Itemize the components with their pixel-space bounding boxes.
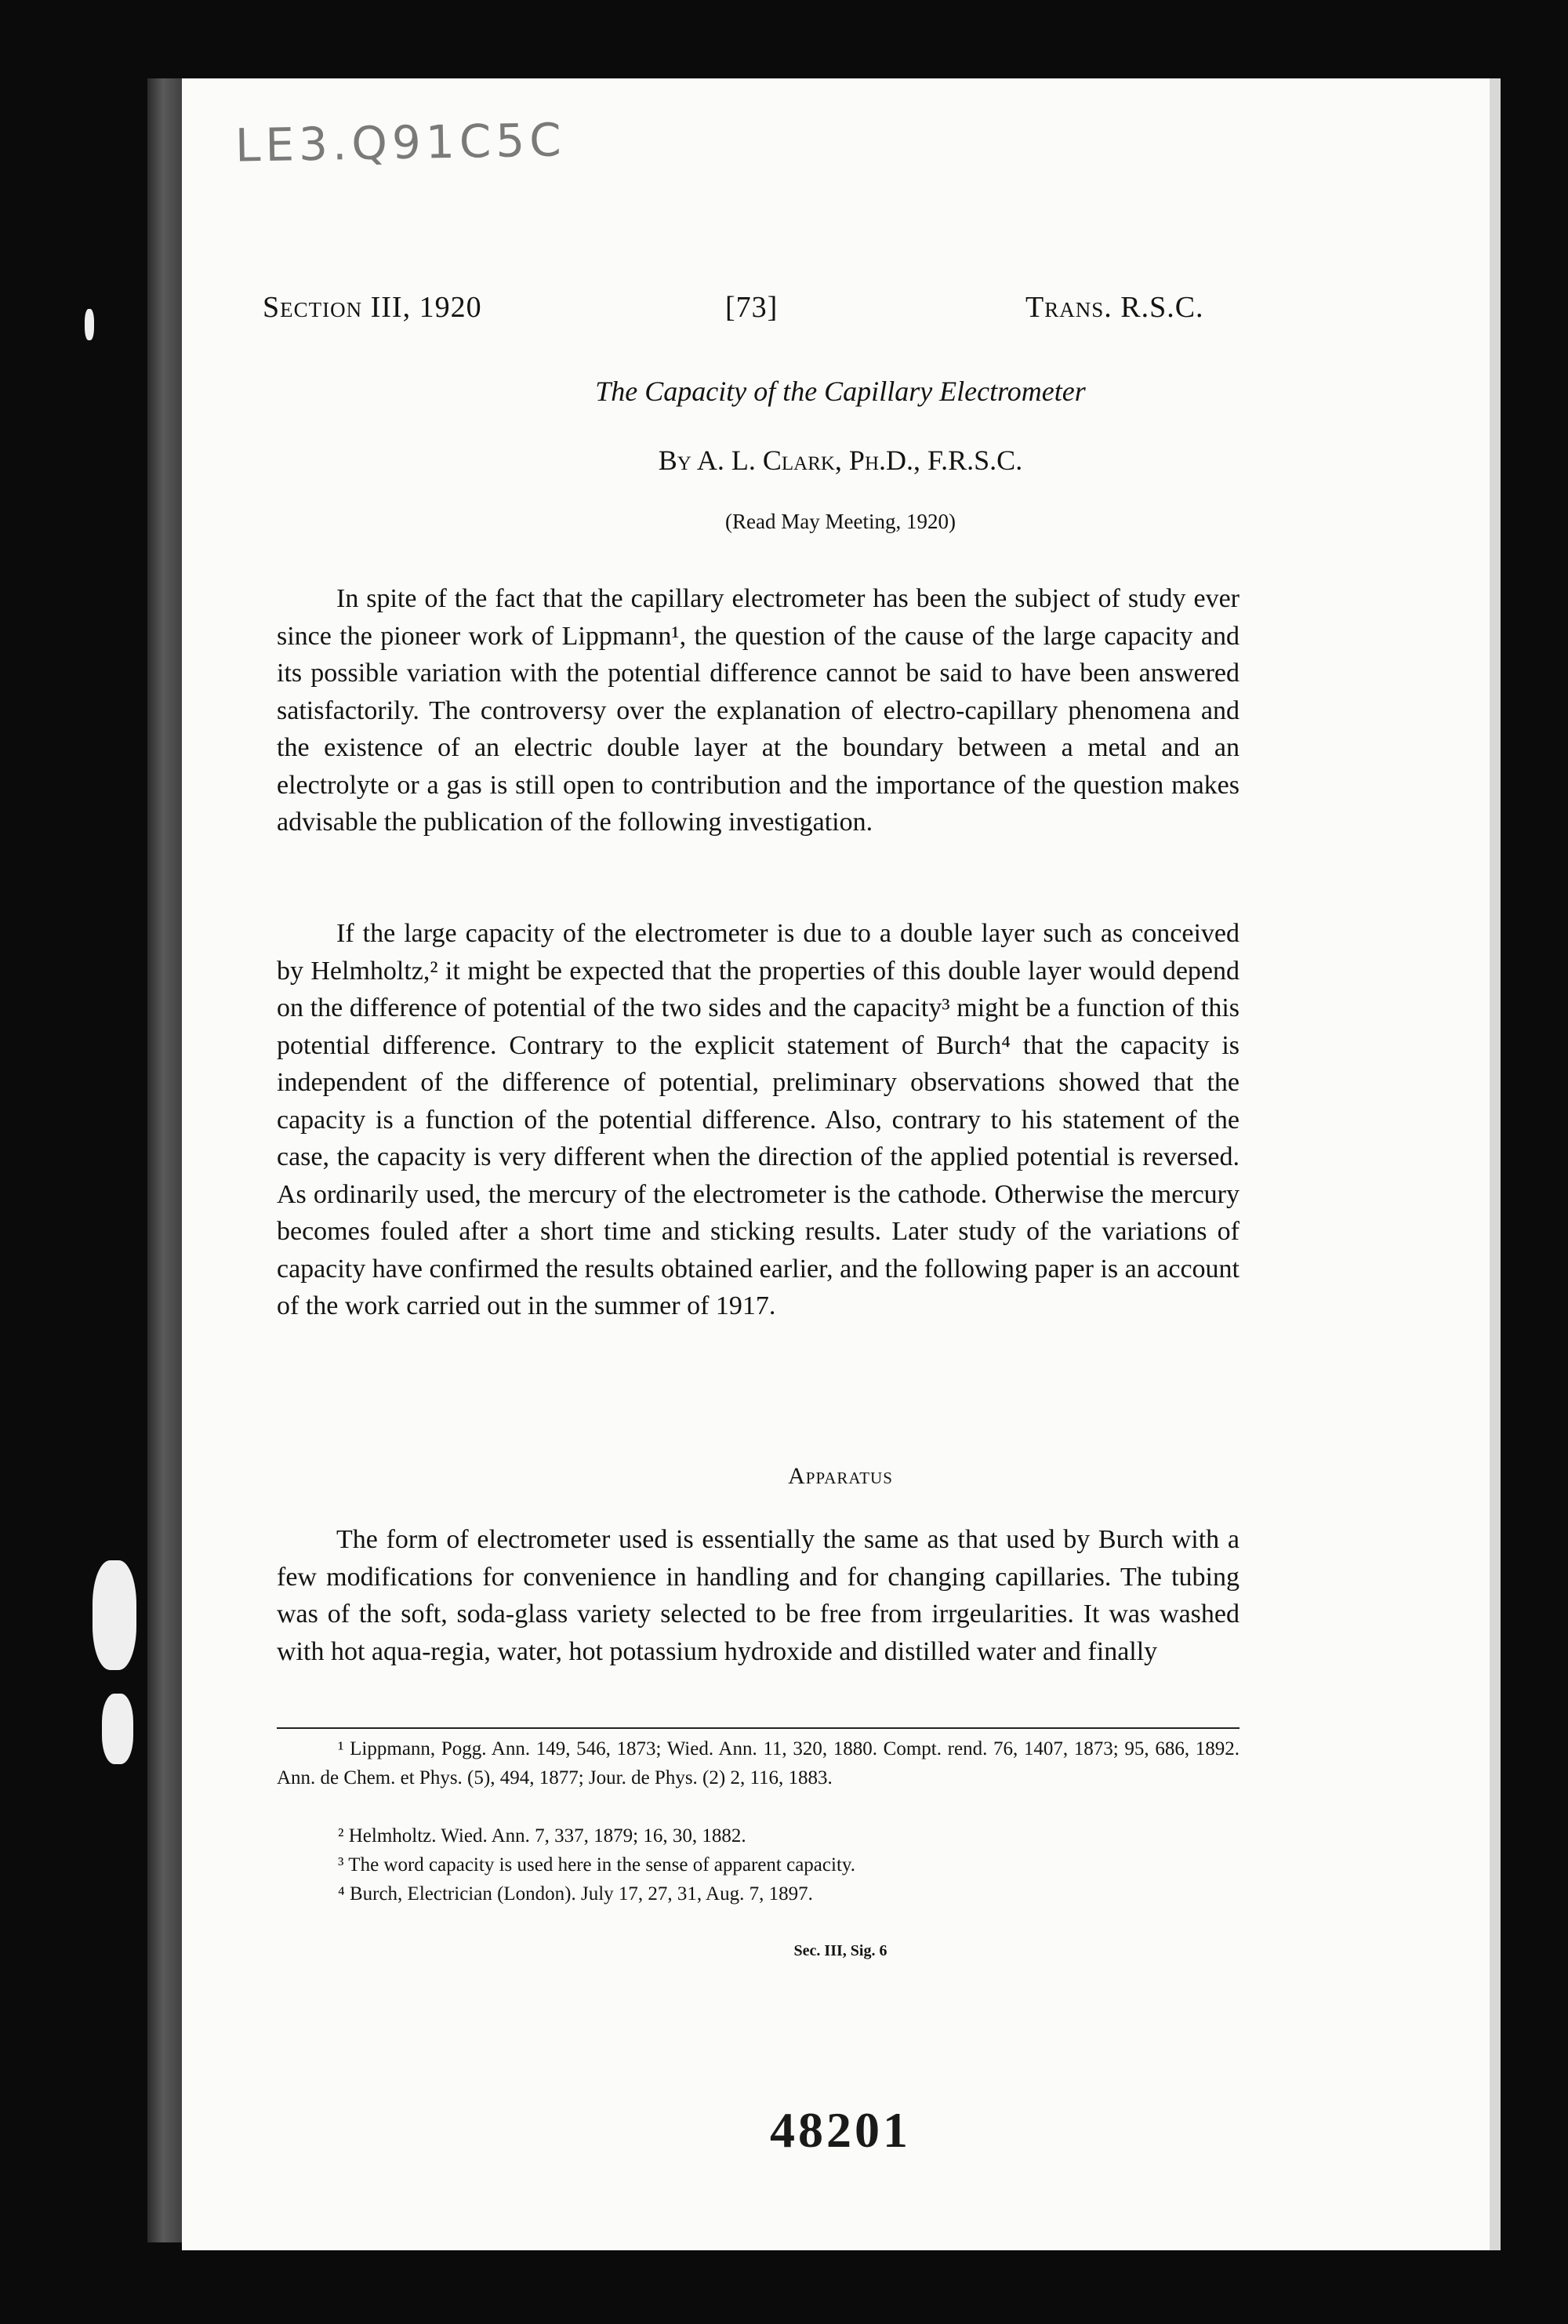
- accession-stamp: 48201: [770, 2102, 911, 2158]
- footnote-2: ² Helmholtz. Wied. Ann. 7, 337, 1879; 16, 30, 1882.: [338, 1825, 746, 1846]
- running-header-section: Section III, 1920: [263, 291, 482, 324]
- body-paragraph-2: If the large capacity of the electrometer is due to a double layer such as conceived by Helmholtz,² it might be expected that the properties of this double layer would depend on the difference of potential of the two sides and the capacity³ might be a function of this potential difference. Contrary to the explicit statement of Burch⁴ that the capacity is independent of the difference of potential, preliminary observations showed that the capacity is a function of the potential difference. Also, contrary to his statement of the case, the capacity is very different when the direction of the applied potential is reversed. As ordinarily used, the mercury of the electrometer is the cathode. Otherwise the mercury becomes fouled after a short time and sticking results. Later study of the variations of capacity have confirmed the results obtained earlier, and the following paper is an account of the work carried out in the summer of 1917.: [277, 919, 1240, 1320]
- footnote-4: ⁴ Burch, Electrician (London). July 17, 27, 31, Aug. 7, 1897.: [338, 1883, 813, 1905]
- paper-flake: [85, 309, 94, 340]
- read-note: (Read May Meeting, 1920): [725, 510, 956, 533]
- body-paragraph-1: In spite of the fact that the capillary electrometer has been the subject of study ever since the pioneer work of Lippmann¹, the question of the cause of the large capacity and its possible variation with the potential difference cannot be said to have been answered satisfactorily. The controversy over the explanation of electro-capillary phenomena and the existence of an electric double layer at the boundary between a metal and an electrolyte or a gas is still open to contribution and the importance of the question makes advisable the publication of the following investigation.: [277, 584, 1240, 837]
- article-title: The Capacity of the Capillary Electrometer: [595, 376, 1086, 407]
- author-byline: By A. L. Clark, Ph.D., F.R.S.C.: [658, 445, 1023, 476]
- paper-flake: [102, 1694, 133, 1764]
- footnote-1: ¹ Lippmann, Pogg. Ann. 149, 546, 1873; Wied. Ann. 11, 320, 1880. Compt. rend. 76, 1407, 1873; 95, 686, 1892. Ann. de Chem. et Phys. (5), 494, 1877; Jour. de Phys. (2) 2, 116, 1883.: [277, 1738, 1240, 1788]
- apparatus-paragraph: The form of electrometer used is essentially the same as that used by Burch with a few modifications for convenience in handling and for changing capillaries. The tubing was of the soft, soda-glass variety selected to be free from irrgeularities. It was washed with hot aqua-regia, water, hot potassium hydroxide and distilled water and finally: [277, 1525, 1240, 1666]
- footnote-3: ³ The word capacity is used here in the sense of apparent capacity.: [338, 1854, 856, 1876]
- book-binding: [147, 78, 187, 2242]
- section-heading: Apparatus: [788, 1463, 893, 1489]
- signature-mark: Sec. III, Sig. 6: [793, 1942, 887, 1959]
- footnote-rule: [277, 1727, 1240, 1729]
- running-header-page-number: [73]: [725, 291, 779, 324]
- paper-flake: [93, 1560, 136, 1670]
- shelfmark: LE3.Q91C5C: [234, 113, 567, 172]
- running-header-journal: Trans. R.S.C.: [1025, 291, 1204, 324]
